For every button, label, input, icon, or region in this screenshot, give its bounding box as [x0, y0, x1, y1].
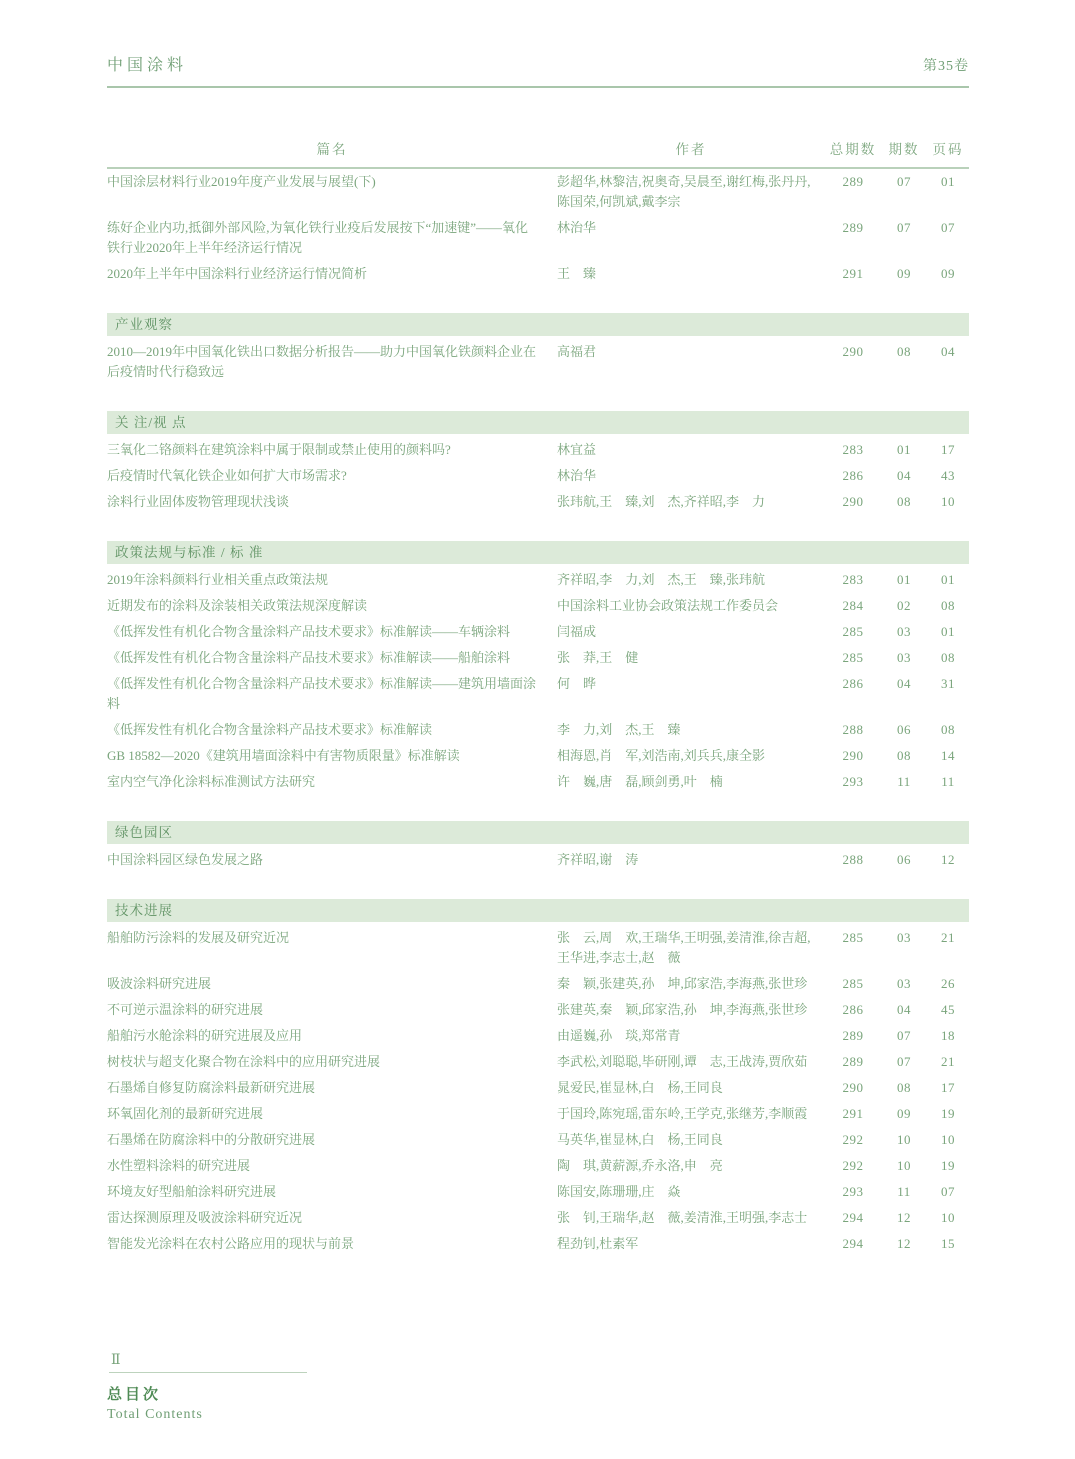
entry-page-number: 31 [941, 676, 955, 691]
entry-title: GB 18582—2020《建筑用墙面涂料中有害物质限量》标准解读 [107, 748, 460, 763]
entry-total-issue-number: 289 [842, 1028, 864, 1043]
toc-entry-row [107, 593, 969, 619]
toc-entry-row [107, 847, 969, 873]
toc-entry-row [107, 1075, 969, 1101]
entry-title: 船舶防污涂料的发展及研究近况 [107, 930, 290, 945]
entry-title: 不可逆示温涂料的研究进展 [107, 1002, 264, 1017]
entry-page-number: 14 [941, 748, 955, 763]
entry-authors: 张建英,秦 颖,邱家浩,孙 坤,李海燕,张世珍 [557, 1002, 808, 1017]
entry-total-issue-number: 289 [842, 220, 864, 235]
footer-page-number: Ⅱ [111, 1353, 121, 1368]
entry-title: 石墨烯自修复防腐涂料最新研究进展 [107, 1080, 316, 1095]
column-header-total-issue: 总期数 [825, 138, 881, 168]
entry-page-number: 10 [941, 1210, 955, 1225]
section-header-row [107, 795, 969, 847]
toc-entry-row [107, 769, 969, 795]
entry-page-number: 21 [941, 1054, 955, 1069]
column-header-page: 页码 [927, 138, 969, 168]
toc-entry-row [107, 925, 969, 971]
entry-total-issue-number: 292 [842, 1132, 864, 1147]
contents-table-wrap [107, 138, 969, 1257]
entry-page-number: 08 [941, 650, 955, 665]
entry-total-issue-number: 294 [842, 1210, 864, 1225]
entry-title: 水性塑料涂料的研究进展 [107, 1158, 251, 1173]
entry-total-issue-number: 293 [842, 1184, 864, 1199]
toc-entry-row [107, 619, 969, 645]
section-header: 技术进展 [107, 899, 969, 922]
entry-page-number: 12 [941, 852, 955, 867]
entry-title: 智能发光涂料在农村公路应用的现状与前景 [107, 1236, 355, 1251]
journal-title: 中国涂料 [107, 57, 188, 74]
entry-issue-number: 09 [897, 1106, 911, 1121]
entry-page-number: 17 [941, 442, 955, 457]
entry-page-number: 18 [941, 1028, 955, 1043]
entry-issue-number: 10 [897, 1132, 911, 1147]
entry-page-number: 15 [941, 1236, 955, 1251]
column-header-title: 篇名 [107, 138, 557, 168]
section-header: 政策法规与标准 / 标 准 [107, 541, 969, 564]
toc-entry-row [107, 1023, 969, 1049]
toc-entry-row [107, 1179, 969, 1205]
section-header-row [107, 873, 969, 925]
page-footer [107, 1352, 507, 1423]
entry-title: 2010—2019年中国氧化铁出口数据分析报告——助力中国氧化铁颜料企业在后疫情时代行稳致远 [107, 344, 537, 379]
footer-rule [109, 1372, 307, 1373]
toc-entry-row [107, 489, 969, 515]
entry-authors: 由遥巍,孙 琰,郑常青 [557, 1028, 681, 1043]
entry-page-number: 10 [941, 1132, 955, 1147]
footer-title-en: Total Contents [107, 1407, 203, 1422]
entry-page-number: 43 [941, 468, 955, 483]
entry-title: 《低挥发性有机化合物含量涂料产品技术要求》标准解读——船舶涂料 [107, 650, 511, 665]
entry-total-issue-number: 288 [842, 722, 864, 737]
entry-total-issue-number: 289 [842, 174, 864, 189]
entry-title: 吸波涂料研究进展 [107, 976, 212, 991]
entry-authors: 秦 颖,张建英,孙 坤,邱家浩,李海燕,张世珍 [557, 976, 808, 991]
page-header [107, 52, 969, 75]
entry-total-issue-number: 289 [842, 1054, 864, 1069]
entry-page-number: 10 [941, 494, 955, 509]
entry-issue-number: 09 [897, 266, 911, 281]
entry-issue-number: 06 [897, 852, 911, 867]
toc-entry-row [107, 567, 969, 593]
entry-total-issue-number: 285 [842, 624, 864, 639]
entry-page-number: 01 [941, 572, 955, 587]
entry-authors: 李 力,刘 杰,王 臻 [557, 722, 681, 737]
entry-issue-number: 03 [897, 976, 911, 991]
entry-total-issue-number: 294 [842, 1236, 864, 1251]
entry-total-issue-number: 291 [842, 1106, 864, 1121]
section-header: 产业观察 [107, 313, 969, 336]
entry-issue-number: 03 [897, 930, 911, 945]
entry-authors: 程劲钊,杜素军 [557, 1236, 639, 1251]
entry-authors: 齐祥昭,谢 涛 [557, 852, 639, 867]
contents-table [107, 138, 969, 1257]
entry-authors: 齐祥昭,李 力,刘 杰,王 臻,张玮航 [557, 572, 766, 587]
entry-issue-number: 11 [897, 774, 911, 789]
entry-title: 练好企业内功,抵御外部风险,为氧化铁行业疫后发展按下“加速键”——氧化铁行业2020年上半年经济运行情况 [107, 220, 529, 255]
entry-title: 中国涂层材料行业2019年度产业发展与展望(下) [107, 174, 376, 189]
entry-total-issue-number: 291 [842, 266, 864, 281]
entry-issue-number: 01 [897, 572, 911, 587]
entry-authors: 中国涂料工业协会政策法规工作委员会 [557, 598, 779, 613]
toc-entry-row [107, 1101, 969, 1127]
toc-entry-row [107, 1153, 969, 1179]
header-rule [107, 86, 969, 88]
toc-entry-row [107, 215, 969, 261]
toc-entry-row [107, 261, 969, 287]
entry-page-number: 01 [941, 624, 955, 639]
entry-total-issue-number: 285 [842, 650, 864, 665]
entry-authors: 相海恩,肖 军,刘浩南,刘兵兵,康全影 [557, 748, 766, 763]
entry-total-issue-number: 286 [842, 676, 864, 691]
section-header-row [107, 287, 969, 339]
entry-issue-number: 03 [897, 650, 911, 665]
toc-entry-row [107, 1231, 969, 1257]
entry-authors: 林宜益 [557, 442, 597, 457]
entry-page-number: 07 [941, 220, 955, 235]
entry-authors: 林治华 [557, 220, 597, 235]
entry-issue-number: 07 [897, 1054, 911, 1069]
toc-entry-row [107, 645, 969, 671]
entry-total-issue-number: 283 [842, 572, 864, 587]
entry-authors: 张 钊,王瑞华,赵 薇,姜清淮,王明强,李志士 [557, 1210, 808, 1225]
entry-title: 三氧化二铬颜料在建筑涂料中属于限制或禁止使用的颜料吗? [107, 442, 451, 457]
column-header-authors: 作者 [557, 138, 825, 168]
entry-total-issue-number: 292 [842, 1158, 864, 1173]
entry-issue-number: 06 [897, 722, 911, 737]
entry-title: 雷达探测原理及吸波涂料研究近况 [107, 1210, 303, 1225]
entry-authors: 张 莽,王 健 [557, 650, 639, 665]
entry-authors: 晁爱民,崔显林,白 杨,王同良 [557, 1080, 723, 1095]
entry-page-number: 19 [941, 1106, 955, 1121]
entry-authors: 彭超华,林黎洁,祝奥奇,吴晨至,谢红梅,张丹丹,陈国荣,何凯斌,戴李宗 [557, 174, 811, 209]
entry-total-issue-number: 286 [842, 1002, 864, 1017]
column-header-row [107, 138, 969, 168]
volume-label: 第35卷 [923, 59, 969, 74]
entry-issue-number: 11 [897, 1184, 911, 1199]
entry-total-issue-number: 288 [842, 852, 864, 867]
entry-page-number: 45 [941, 1002, 955, 1017]
entry-authors: 陈国安,陈珊珊,庄 焱 [557, 1184, 681, 1199]
footer-title-zh: 总目次 [107, 1387, 162, 1403]
entry-authors: 王 臻 [557, 266, 597, 281]
entry-issue-number: 08 [897, 494, 911, 509]
toc-entry-row [107, 1049, 969, 1075]
entry-issue-number: 08 [897, 748, 911, 763]
entry-issue-number: 08 [897, 1080, 911, 1095]
entry-authors: 何 晔 [557, 676, 597, 691]
entry-page-number: 08 [941, 598, 955, 613]
entry-title: 《低挥发性有机化合物含量涂料产品技术要求》标准解读 [107, 722, 433, 737]
entry-title: 2019年涂料颜料行业相关重点政策法规 [107, 572, 329, 587]
section-header: 关 注/视 点 [107, 411, 969, 434]
toc-entry-row [107, 339, 969, 385]
entry-authors: 张 云,周 欢,王瑞华,王明强,姜清淮,徐吉超,王华进,李志士,赵 薇 [557, 930, 811, 965]
entry-total-issue-number: 284 [842, 598, 864, 613]
entry-total-issue-number: 290 [842, 748, 864, 763]
entry-title: 环氧固化剂的最新研究进展 [107, 1106, 264, 1121]
entry-authors: 张玮航,王 臻,刘 杰,齐祥昭,李 力 [557, 494, 766, 509]
toc-entry-row [107, 997, 969, 1023]
entry-total-issue-number: 290 [842, 344, 864, 359]
section-header: 绿色园区 [107, 821, 969, 844]
toc-entry-row [107, 671, 969, 717]
entry-total-issue-number: 290 [842, 1080, 864, 1095]
toc-entry-row [107, 168, 969, 215]
entry-page-number: 26 [941, 976, 955, 991]
section-header-row [107, 515, 969, 567]
entry-issue-number: 01 [897, 442, 911, 457]
toc-entry-row [107, 743, 969, 769]
entry-issue-number: 07 [897, 174, 911, 189]
entry-issue-number: 12 [897, 1236, 911, 1251]
entry-total-issue-number: 290 [842, 494, 864, 509]
entry-title: 后疫情时代氧化铁企业如何扩大市场需求? [107, 468, 347, 483]
entry-issue-number: 03 [897, 624, 911, 639]
entry-page-number: 21 [941, 930, 955, 945]
entry-page-number: 19 [941, 1158, 955, 1173]
toc-entry-row [107, 1127, 969, 1153]
entry-authors: 林治华 [557, 468, 597, 483]
entry-total-issue-number: 283 [842, 442, 864, 457]
entry-page-number: 11 [941, 774, 955, 789]
entry-page-number: 08 [941, 722, 955, 737]
entry-title: 《低挥发性有机化合物含量涂料产品技术要求》标准解读——建筑用墙面涂料 [107, 676, 537, 711]
entry-issue-number: 04 [897, 468, 911, 483]
entry-title: 船舶污水舱涂料的研究进展及应用 [107, 1028, 303, 1043]
entry-title: 中国涂料园区绿色发展之路 [107, 852, 264, 867]
entry-authors: 马英华,崔显林,白 杨,王同良 [557, 1132, 723, 1147]
entry-page-number: 17 [941, 1080, 955, 1095]
entry-issue-number: 12 [897, 1210, 911, 1225]
toc-entry-row [107, 717, 969, 743]
entry-issue-number: 10 [897, 1158, 911, 1173]
entry-issue-number: 02 [897, 598, 911, 613]
entry-total-issue-number: 285 [842, 930, 864, 945]
entry-issue-number: 08 [897, 344, 911, 359]
entry-authors: 陶 琪,黄薪源,乔永洛,申 亮 [557, 1158, 723, 1173]
entry-title: 室内空气净化涂料标准测试方法研究 [107, 774, 316, 789]
toc-entry-row [107, 971, 969, 997]
entry-authors: 闫福成 [557, 624, 597, 639]
entry-issue-number: 04 [897, 1002, 911, 1017]
entry-page-number: 04 [941, 344, 955, 359]
entry-total-issue-number: 285 [842, 976, 864, 991]
entry-title: 环境友好型船舶涂料研究进展 [107, 1184, 277, 1199]
entry-issue-number: 07 [897, 1028, 911, 1043]
entry-title: 树枝状与超支化聚合物在涂料中的应用研究进展 [107, 1054, 381, 1069]
entry-title: 石墨烯在防腐涂料中的分散研究进展 [107, 1132, 316, 1147]
entry-authors: 许 巍,唐 磊,顾剑勇,叶 楠 [557, 774, 723, 789]
column-header-issue: 期数 [881, 138, 927, 168]
entry-page-number: 01 [941, 174, 955, 189]
entry-title: 涂料行业固体废物管理现状浅谈 [107, 494, 290, 509]
entry-page-number: 07 [941, 1184, 955, 1199]
entry-authors: 李武松,刘聪聪,毕研刚,谭 志,王战涛,贾欣茹 [557, 1054, 808, 1069]
toc-entry-row [107, 437, 969, 463]
toc-entry-row [107, 463, 969, 489]
entry-issue-number: 04 [897, 676, 911, 691]
entry-title: 《低挥发性有机化合物含量涂料产品技术要求》标准解读——车辆涂料 [107, 624, 511, 639]
entry-title: 近期发布的涂料及涂装相关政策法规深度解读 [107, 598, 368, 613]
entry-authors: 高福君 [557, 344, 597, 359]
entry-total-issue-number: 286 [842, 468, 864, 483]
entry-title: 2020年上半年中国涂料行业经济运行情况简析 [107, 266, 368, 281]
entry-issue-number: 07 [897, 220, 911, 235]
toc-entry-row [107, 1205, 969, 1231]
entry-authors: 于国玲,陈宛瑶,雷东岭,王学克,张继芳,李顺霞 [557, 1106, 808, 1121]
entry-total-issue-number: 293 [842, 774, 864, 789]
section-header-row [107, 385, 969, 437]
entry-page-number: 09 [941, 266, 955, 281]
